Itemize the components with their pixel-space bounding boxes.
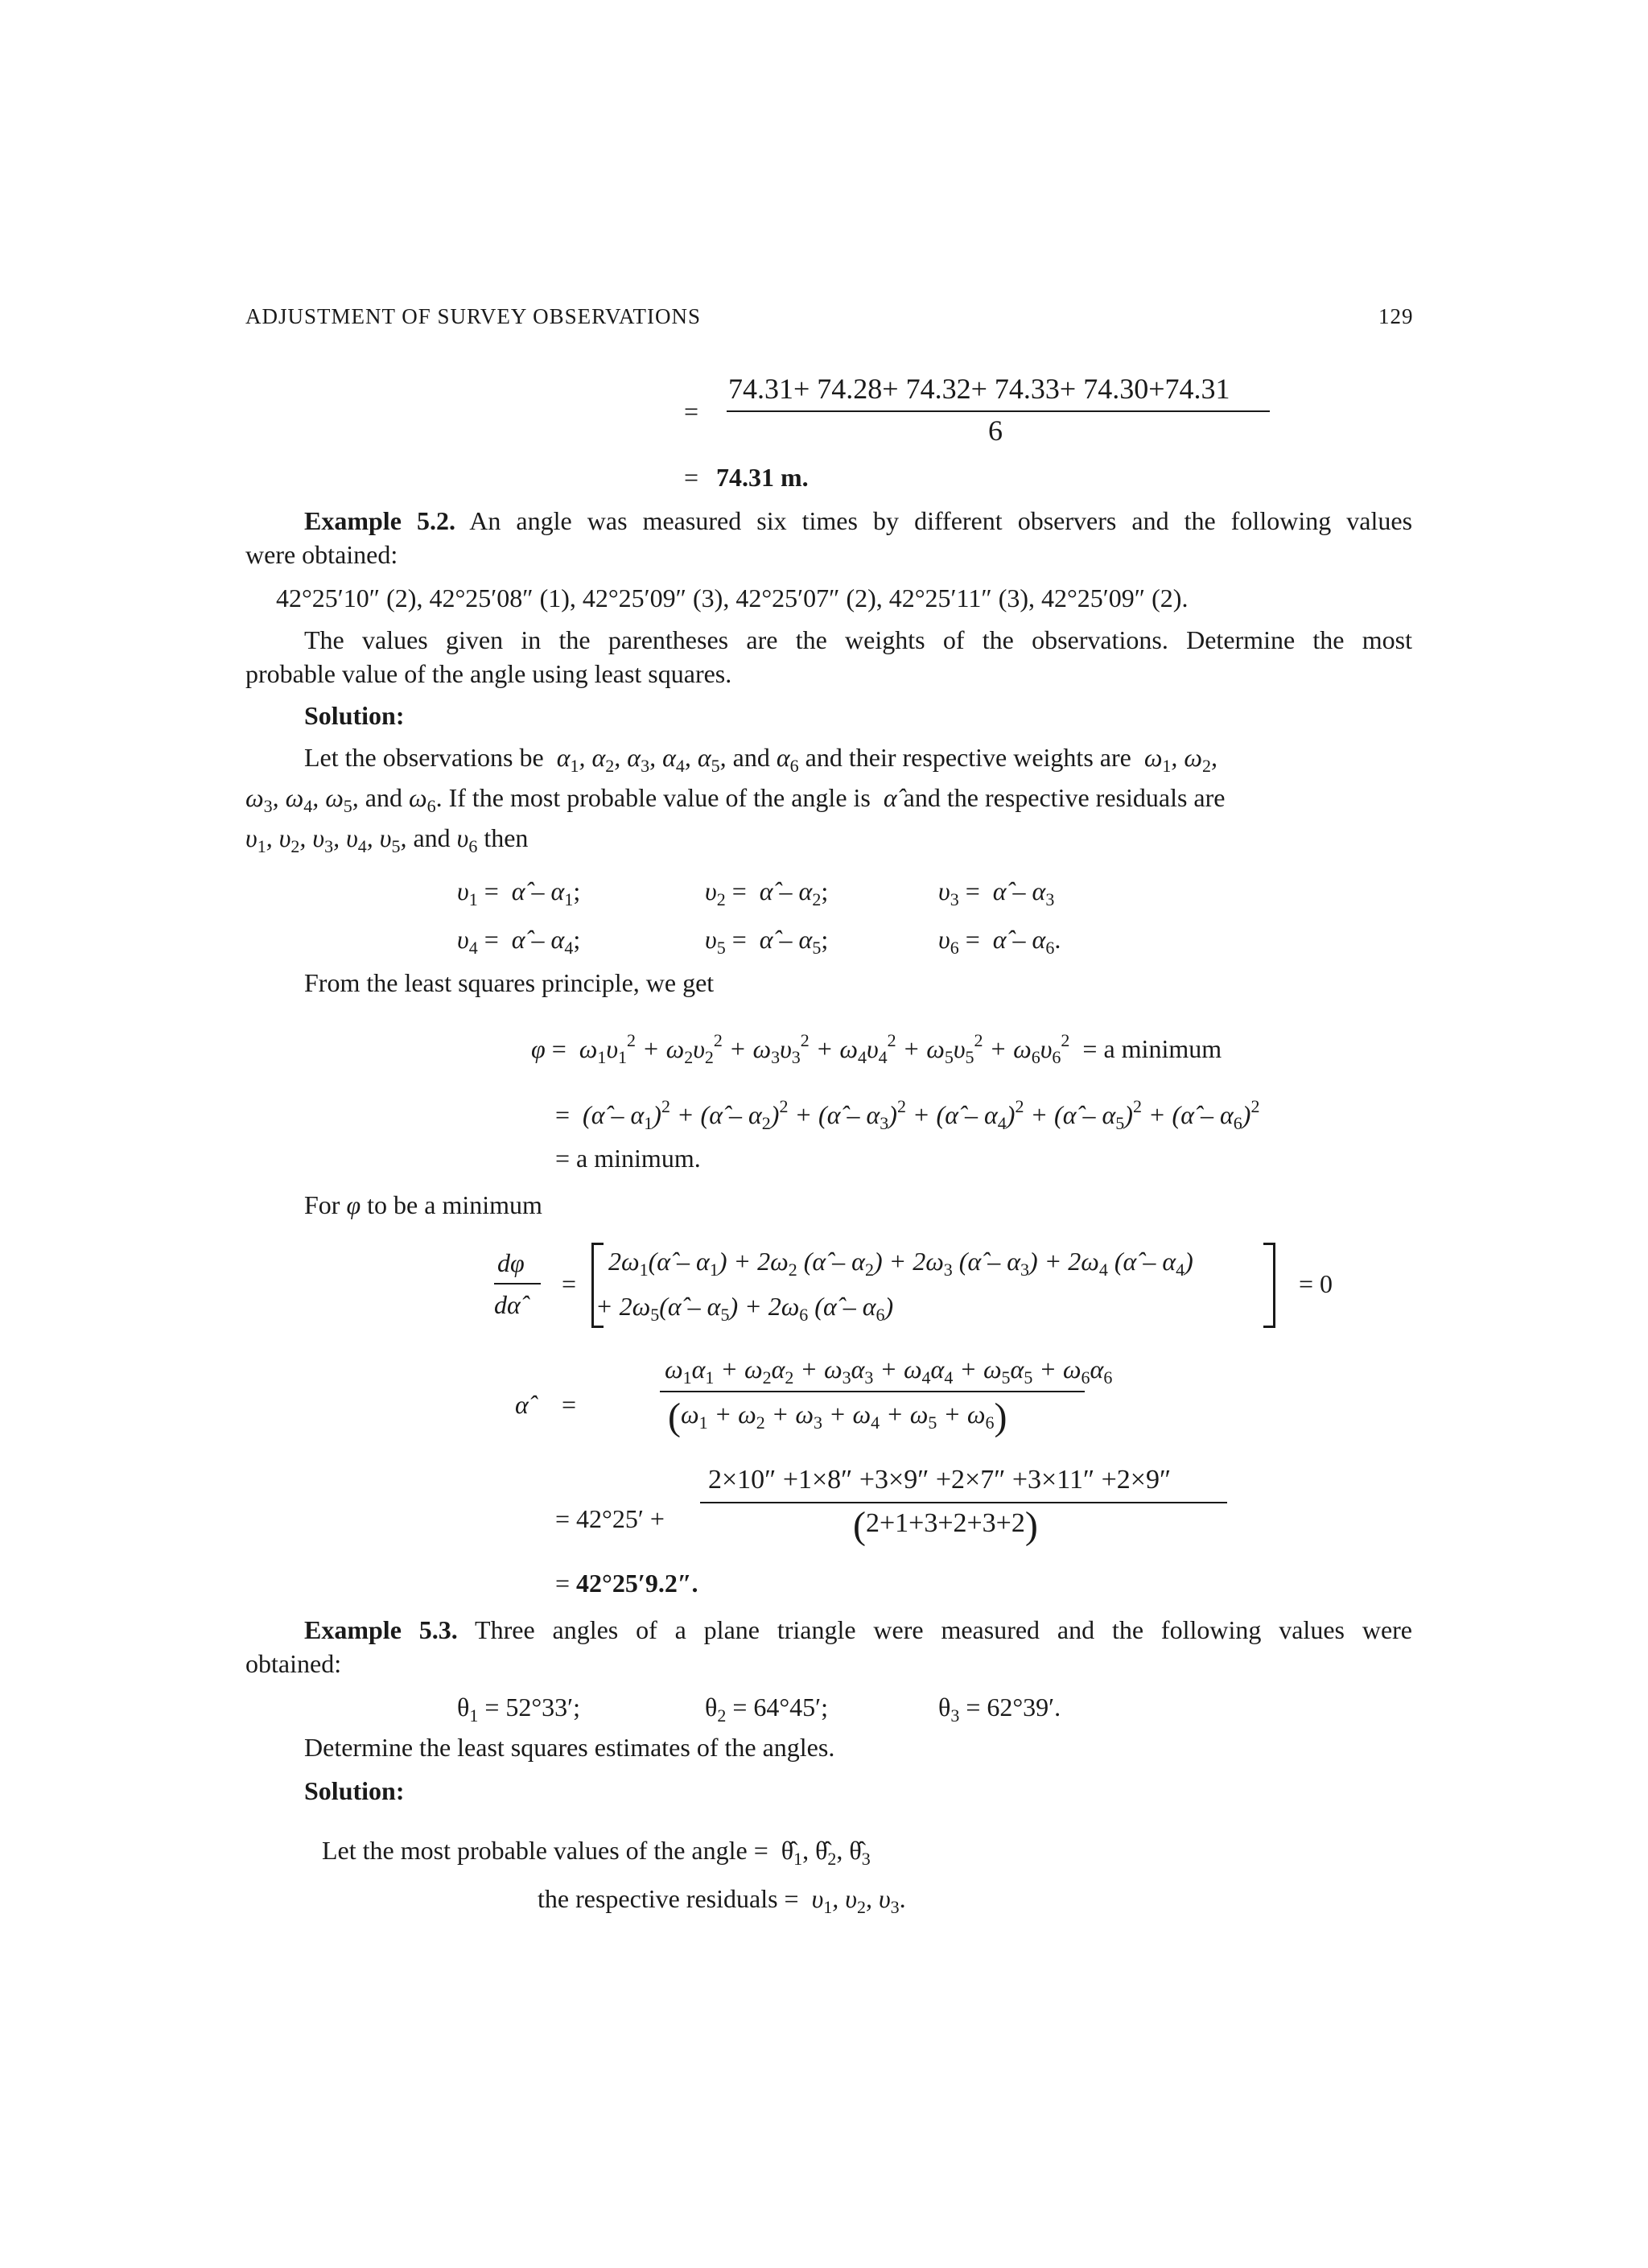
derivative-rhs: = 0 (1299, 1269, 1333, 1298)
page-number: 129 (1378, 304, 1414, 328)
example-5-2-label: Example 5.2. (304, 506, 455, 535)
theta-1-value: $\theta_1 = 52^\circ 33'$; (457, 1693, 581, 1726)
residual-eq-3: $\upsilon_3$ = α̂ – $\alpha_3$ (938, 876, 1055, 909)
derivative-denominator: dα̂ (494, 1290, 521, 1319)
solution-heading-2: Solution: (304, 1776, 405, 1805)
mean-fraction-bar (727, 410, 1270, 412)
example-5-3-statement-cont: obtained: (245, 1649, 342, 1678)
solution-line-3: $\upsilon_1$, $\upsilon_2$, $\upsilon_3$, $\upsilon_4$, $\upsilon_5$, and $\upsilon_6$ then (245, 823, 529, 856)
observations-list: 42°25′10″ (2), 42°25′08″ (1), 42°25′09″ (3), 42°25′07″ (2), 42°25′11″ (3), 42°25′09″ (2). (276, 583, 1189, 612)
residual-eq-2: $\upsilon_2$ = α̂ – $\alpha_2$; (705, 876, 829, 909)
example-5-3-label: Example 5.3. (304, 1615, 458, 1644)
phi-definition: $\varphi = \omega_1\upsilon_1^2 + \omega_2\upsilon_2^2 + \omega_3\upsilon_3^2 + \omega_4\upsilon_4^2 + \omega_5\upsilon_5^2 + \omega_6\upsilon_6^2 = a$ minimum (531, 1030, 1222, 1067)
derivative-row-1: $2\omega_1(\alphâ - \alpha_1) + 2\omega_2$ (α̂ – $\alpha_2) + 2\omega_3$ (α̂ – $\alpha_3) + 2\omega_4$ (α̂ – $\alpha_4$) (608, 1247, 1193, 1280)
mean-eq-sign: = (684, 397, 699, 426)
final-prefix: = 42°25′ + (555, 1504, 665, 1533)
example-5-3-statement: Example 5.3. Three angles of a plane triangle were measured and the following values were (304, 1615, 1413, 1644)
weights-note-cont: probable value of the angle using least squares. (245, 659, 732, 688)
right-bracket (1263, 1243, 1275, 1328)
phi-expansion: = (α̂ – $\alpha_1)^2$ + (α̂ – $\alpha_2)^2$ + (α̂ – $\alpha_3)^2$ + (α̂ – $\alpha_4)^2$ + (α̂ – $\alpha_5)^2$ + (α̂ – $\alpha_6)^2$ (555, 1096, 1260, 1133)
respective-residuals: the respective residuals = $\upsilon_1$, $\upsilon_2$, $\upsilon_3$. (538, 1884, 906, 1917)
residual-eq-5: $\upsilon_5$ = α̂ – $\alpha_5$; (705, 925, 829, 958)
running-header: ADJUSTMENT OF SURVEY OBSERVATIONS (245, 304, 702, 328)
mean-result-eq: = (684, 463, 699, 492)
determine-instruction: Determine the least squares estimates of the angles. (304, 1733, 835, 1762)
derivative-fraction-bar (494, 1283, 541, 1285)
example-5-2-statement-cont: were obtained: (245, 540, 398, 569)
solution-line-2: $\omega_3$, $\omega_4$, $\omega_5$, and $\omega_6$. If the most probable value of the angle is α̂ and the respective residuals are (245, 783, 1226, 816)
for-phi-minimum: For φ to be a minimum (304, 1190, 542, 1219)
final-result: = 42°25′9.2″. (555, 1569, 698, 1598)
most-probable-values: Let the most probable values of the angle = $\thetâ_1$, $\thetâ_2$, $\thetâ_3$ (322, 1836, 871, 1869)
alpha-hat-symbol: α̂ (515, 1390, 529, 1419)
mean-denominator: 6 (988, 414, 1003, 447)
final-fraction-bar (700, 1502, 1227, 1503)
mean-result: 74.31 m. (716, 463, 809, 492)
theta-2-value: $\theta_2 = 64^\circ 45'$; (705, 1693, 829, 1726)
final-denominator: (2+1+3+2+3+2) (853, 1504, 1038, 1547)
solution-heading: Solution: (304, 701, 405, 730)
phi-minimum: = a minimum. (555, 1144, 701, 1173)
derivative-numerator: dφ (497, 1248, 525, 1277)
alpha-hat-eq-sign: = (562, 1390, 577, 1419)
example-5-2-statement: Example 5.2. An angle was measured six times by different observers and the following values (304, 506, 1413, 535)
mean-numerator: 74.31+ 74.28+ 74.32+ 74.33+ 74.30+74.31 (728, 373, 1230, 405)
derivative-row-2: + $2\omega_5(\alphâ - \alpha_5) + 2\omega_6$ (α̂ – $\alpha_6$) (595, 1292, 894, 1325)
residual-eq-1: $\upsilon_1$ = α̂ – $\alpha_1$; (457, 876, 581, 909)
residual-eq-4: $\upsilon_4$ = α̂ – $\alpha_4$; (457, 925, 581, 958)
alpha-hat-denominator: $(\omega_1 + \omega_2 + \omega_3 + \omega_4 + \omega_5 + \omega_6)$ (668, 1396, 1007, 1438)
residual-eq-6: $\upsilon_6$ = α̂ – $\alpha_6$. (938, 925, 1061, 958)
derivative-eq-sign: = (562, 1269, 577, 1298)
theta-3-value: $\theta_3 = 62^\circ 39'$. (938, 1693, 1061, 1726)
solution-line-1: Let the observations be $\alpha_1$, $\alpha_2$, $\alpha_3$, $\alpha_4$, $\alpha_5$, and $\alpha_6$ and their respective weights are $\omega_1$, $\omega_2$, (304, 743, 1218, 776)
weights-note: The values given in the parentheses are the weights of the observations. Determine the most (304, 625, 1412, 654)
least-squares-intro: From the least squares principle, we get (304, 968, 715, 997)
alpha-hat-fraction-bar (660, 1391, 1085, 1392)
alpha-hat-numerator: $\omega_1\alpha_1 + \omega_2\alpha_2 + \omega_3\alpha_3 + \omega_4\alpha_4 + \omega_5\alpha_5 + \omega_6\alpha_6$ (665, 1355, 1113, 1388)
final-numerator: 2×10″ +1×8″ +3×9″ +2×7″ +3×11″ +2×9″ (708, 1465, 1172, 1495)
